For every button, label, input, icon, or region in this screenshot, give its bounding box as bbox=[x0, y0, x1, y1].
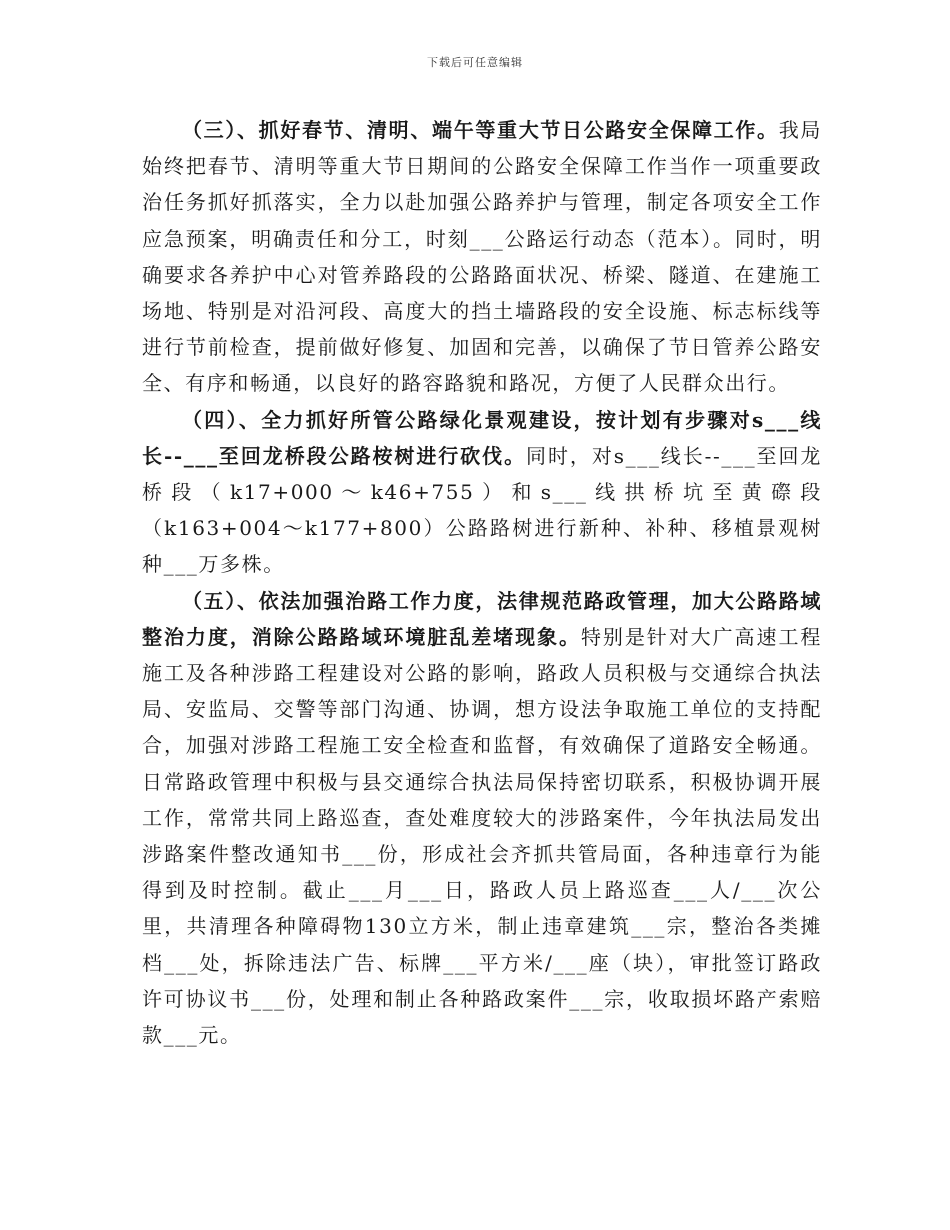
page-header-note: 下载后可任意编辑 bbox=[427, 56, 523, 69]
section-3-body: 我局始终把春节、清明等重大节日期间的公路安全保障工作当作一项重要政治任务抓好抓落实，全力以赴加强公路养护与管理，制定各项安全工作应急预案，明确责任和分工，时刻___公路运行动态（范本）。同时，明确要求各养护中心对管养路段的公路路面状况、桥梁、隧道、在建施工场地、特别是对沿河段、高度大的挡土墙路段的安全设施、标志标线等进行节前检查，提前做好修复、加固和完善，以确保了节日管养公路安全、有序和畅通，以良好的路容路貌和路况，方便了人民群众出行。 bbox=[142, 118, 822, 396]
document-body bbox=[142, 112, 822, 1053]
section-4-body: 同时，对s___线长--___至回龙桥段（k17+000～k46+755）和s___线拱桥坑至黄磜段（k163+004～k177+800）公路路树进行新种、补种、移植景观树种___万多株。 bbox=[142, 443, 822, 577]
section-5-paragraph bbox=[142, 583, 822, 1054]
section-3-heading: （三）、抓好春节、清明、端午等重大节日公路安全保障工作。 bbox=[182, 118, 779, 142]
section-5-heading: （五）、依法加强治路工作力度，法律规范路政管理，加大公路路域整治力度，消除公路路域环境脏乱差堵现象。 bbox=[142, 588, 822, 649]
section-3-paragraph bbox=[142, 112, 822, 402]
section-5-body: 特别是针对大广高速工程施工及各种涉路工程建设对公路的影响，路政人员积极与交通综合执法局、安监局、交警等部门沟通、协调，想方设法争取施工单位的支持配合，加强对涉路工程施工安全检查和监督，有效确保了道路安全畅通。日常路政管理中积极与县交通综合执法局保持密切联系，积极协调开展工作，常常共同上路巡查，查处难度较大的涉路案件，今年执法局发出涉路案件整改通知书___份，形成社会齐抓共管局面，各种违章行为能得到及时控制。截止___月___日，路政人员上路巡查___人/___次公里，共清理各种障碍物130立方米，制止违章建筑___宗，整治各类摊档___处，拆除违法广告、标牌___平方米/___座（块），审批签订路政许可协议书___份，处理和制止各种路政案件___宗，收取损坏路产索赔款___元。 bbox=[142, 624, 823, 1048]
section-4-paragraph bbox=[142, 402, 822, 583]
section-4-heading: （四）、全力抓好所管公路绿化景观建设，按计划有步骤对s___线长--___至回龙桥段公路桉树进行砍伐。 bbox=[142, 407, 822, 468]
